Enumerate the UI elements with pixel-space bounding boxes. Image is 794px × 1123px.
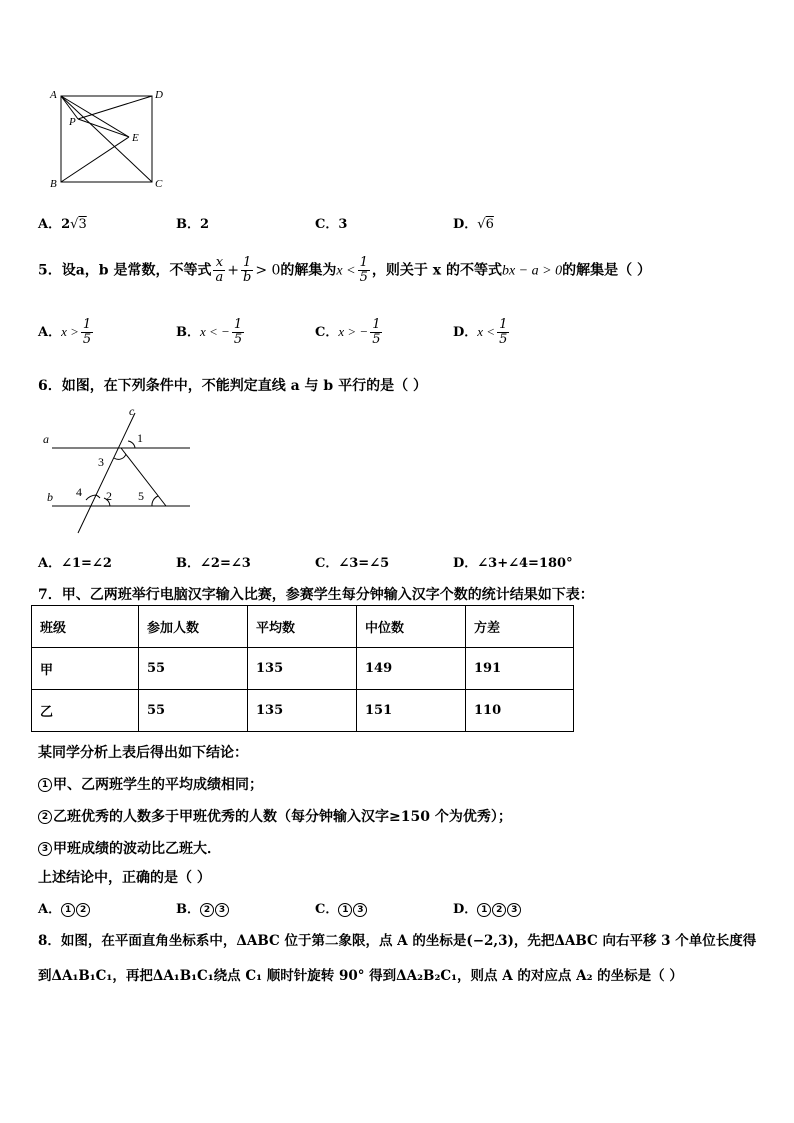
table-row bbox=[32, 690, 574, 732]
q4-option-d[interactable]: D．√6 bbox=[453, 217, 494, 232]
q5-option-b[interactable]: B．x < − $\frac{1}{5}$ bbox=[176, 317, 243, 347]
circle-1-icon: 1 bbox=[477, 903, 491, 917]
square-figure bbox=[40, 84, 170, 194]
label-angle-4: 4 bbox=[76, 485, 82, 499]
q7-conclusion-3: 3 甲班成绩的波动比乙班大． bbox=[38, 838, 221, 858]
circle-1-icon: 1 bbox=[338, 903, 352, 917]
circle-2-icon: 2 bbox=[38, 810, 52, 824]
circle-3-icon: 3 bbox=[215, 903, 229, 917]
table-cell: 乙 bbox=[32, 690, 139, 732]
q6-stem: 6．如图，在下列条件中，不能判定直线 a 与 b 平行的是（ ） bbox=[38, 378, 427, 394]
label-a: A bbox=[50, 89, 57, 101]
header-cell: 班级 bbox=[32, 606, 139, 648]
label-p: P bbox=[69, 116, 76, 128]
table-cell: 55 bbox=[139, 690, 248, 732]
header-cell: 中位数 bbox=[357, 606, 466, 648]
circle-1-icon: 1 bbox=[61, 903, 75, 917]
q6-option-a[interactable]: A．∠1=∠2 bbox=[38, 556, 112, 571]
q4-option-a[interactable]: A．2√3 bbox=[38, 217, 87, 232]
header-cell: 平均数 bbox=[248, 606, 357, 648]
q7-ask: 上述结论中，正确的是（ ） bbox=[38, 870, 211, 886]
q5-option-d[interactable]: D．x < $\frac{1}{5}$ bbox=[453, 317, 508, 347]
table-cell: 甲 bbox=[32, 648, 139, 690]
q7-conclusion-1: 1 甲、乙两班学生的平均成绩相同； bbox=[38, 774, 263, 794]
label-d: D bbox=[155, 89, 163, 101]
circle-2-icon: 2 bbox=[492, 903, 506, 917]
q5-frac-1-b: $\frac{1}{b}$ bbox=[242, 255, 252, 285]
q7-option-c[interactable]: C． 1 3 bbox=[315, 898, 368, 917]
header-cell: 参加人数 bbox=[139, 606, 248, 648]
q7-option-a[interactable]: A． 1 2 bbox=[38, 898, 91, 917]
label-angle-2: 2 bbox=[106, 489, 112, 503]
q7-option-d[interactable]: D． 1 2 3 bbox=[453, 898, 522, 917]
circle-1-icon: 1 bbox=[38, 778, 52, 792]
stats-table bbox=[31, 605, 574, 732]
q6-option-b[interactable]: B．∠2=∠3 bbox=[176, 556, 251, 571]
q5-frac-x-a: $\frac{x}{a}$ bbox=[215, 255, 224, 285]
q7-stem: 7．甲、乙两班举行电脑汉字输入比赛，参赛学生每分钟输入汉字个数的统计结果如下表： bbox=[38, 587, 594, 603]
label-angle-3: 3 bbox=[98, 455, 104, 469]
table-cell: 55 bbox=[139, 648, 248, 690]
label-c: C bbox=[155, 178, 163, 190]
label-angle-1: 1 bbox=[137, 431, 143, 445]
parallel-lines-figure bbox=[38, 403, 198, 538]
table-cell: 151 bbox=[357, 690, 466, 732]
q7-analysis: 某同学分析上表后得出如下结论： bbox=[38, 745, 248, 761]
q5-stem: 5．设a，b 是常数，不等式 $\frac{x}{a}$ + $\frac{1}{b}$ > 0的解集为x < $\frac{1}{5}$ ，则关于 x 的不等式bx − a > 0的解集是（ ） bbox=[38, 255, 651, 285]
label-line-c: c bbox=[129, 404, 135, 418]
q5-frac-1-5: $\frac{1}{5}$ bbox=[359, 255, 368, 285]
q6-option-c[interactable]: C．∠3=∠5 bbox=[315, 556, 390, 571]
circle-3-icon: 3 bbox=[353, 903, 367, 917]
table-cell: 110 bbox=[466, 690, 574, 732]
circle-2-icon: 2 bbox=[76, 903, 90, 917]
q5-option-a[interactable]: A．x > $\frac{1}{5}$ bbox=[38, 317, 92, 347]
label-angle-5: 5 bbox=[138, 489, 144, 503]
label-line-a: a bbox=[43, 432, 49, 446]
label-e: E bbox=[132, 132, 139, 144]
q6-option-d[interactable]: D．∠3+∠4=180° bbox=[453, 556, 573, 571]
q5-option-c[interactable]: C．x > − $\frac{1}{5}$ bbox=[315, 317, 381, 347]
table-cell: 135 bbox=[248, 648, 357, 690]
table-cell: 149 bbox=[357, 648, 466, 690]
circle-2-icon: 2 bbox=[200, 903, 214, 917]
q8-stem-line1: 8．如图，在平面直角坐标系中，ΔABC 位于第二象限，点 A 的坐标是(−2,3)，先把ΔABC 向右平移 3 个单位长度得 bbox=[38, 933, 757, 949]
table-row bbox=[32, 648, 574, 690]
header-cell: 方差 bbox=[466, 606, 574, 648]
q4-option-c[interactable]: C．3 bbox=[315, 217, 348, 232]
label-b: B bbox=[50, 178, 57, 190]
table-header-row bbox=[32, 606, 574, 648]
q4-option-b[interactable]: B．2 bbox=[176, 217, 210, 232]
q7-conclusion-2: 2 乙班优秀的人数多于甲班优秀的人数（每分钟输入汉字≥150 个为优秀）； bbox=[38, 806, 512, 826]
q8-stem-line2: 到ΔA₁B₁C₁，再把ΔA₁B₁C₁绕点 C₁ 顺时针旋转 90° 得到ΔA₂B₂C₁，则点 A 的对应点 A₂ 的坐标是（ ） bbox=[38, 968, 683, 984]
circle-3-icon: 3 bbox=[507, 903, 521, 917]
circle-3-icon: 3 bbox=[38, 842, 52, 856]
table-cell: 191 bbox=[466, 648, 574, 690]
table-cell: 135 bbox=[248, 690, 357, 732]
label-line-b: b bbox=[47, 490, 53, 504]
q7-option-b[interactable]: B． 2 3 bbox=[176, 898, 230, 917]
